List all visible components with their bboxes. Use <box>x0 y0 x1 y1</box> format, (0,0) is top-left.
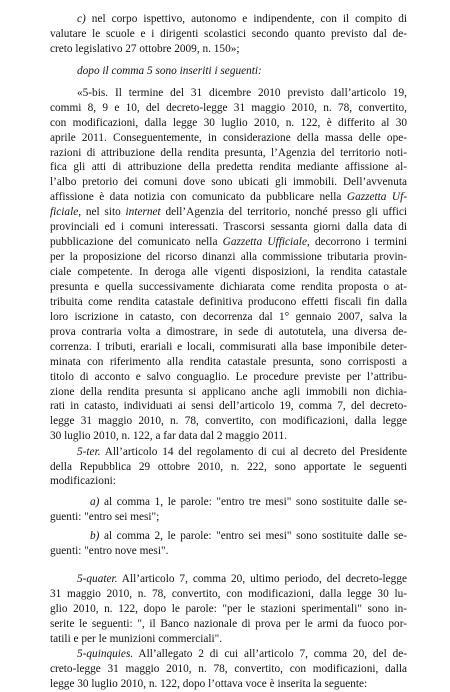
item-marker: 5-ter. <box>77 445 101 458</box>
paragraph-line: commi 8, 9 e 10, del decreto-legge 31 maggio 2010, n. 78, convertito, <box>50 101 407 114</box>
item-c-line: c) nel corpo ispettivo, autonomo e indipendente, con il compito di <box>77 13 407 25</box>
paragraph-line: 5-ter. All’articolo 14 del regolamento di cui al decreto del Presidente <box>77 445 407 458</box>
paragraph-line: prova contraria volta a dimostrare, in sede di autotutela, una diversa de- <box>50 325 407 338</box>
sub-item-line: a) al comma 1, le parole: "entro tre mesi" sono sostituite dalle se- <box>90 496 407 509</box>
paragraph-5-bis <box>50 86 407 445</box>
item-marker: 5-quater. <box>77 573 118 586</box>
paragraph-5-ter <box>50 445 407 490</box>
paragraph-line: legge 30 luglio 2010, n. 122, dopo l’ottava voce è inserita la seguente: <box>50 677 368 690</box>
paragraph-line: minata con riferimento alla rendita catastale presunta, sono corrisposti a <box>50 355 407 368</box>
paragraph-line: pubblicazione del comunicato nella Gazzetta Ufficiale, decorrono i termini <box>50 236 407 249</box>
paragraph-line: affissione è data notizia con comunicato da pubblicare nella Gazzetta Uf- <box>50 191 407 204</box>
paragraph-line: provinciali ed i comuni interessati. Trascorsi sessanta giorni dalla data di <box>50 221 407 234</box>
sub-item-line: guenti: "entro sei mesi"; <box>50 511 160 524</box>
paragraph-line: aprile 2011. Conseguentemente, in considerazione della massa delle ope- <box>50 131 407 144</box>
paragraph-line: 30 luglio 2010, n. 122, a far data dal 2 maggio 2011. <box>50 430 288 443</box>
paragraph-line: creto-legge 31 maggio 2010, n. 78, convertito, con modificazioni, dalla <box>50 662 407 675</box>
paragraph-line: modificazioni: <box>50 475 116 488</box>
paragraph-line: zione della rendita presunta si applicano anche agli immobili non dichia- <box>50 385 407 398</box>
paragraph-line: loro iscrizione in catasto, con decorrenza dal 1° gennaio 2007, salva la <box>50 310 407 323</box>
paragraph-line: 31 maggio 2010, n. 78, convertito, con modificazioni, dalla legge 30 lu- <box>50 588 407 601</box>
paragraph-line: «5-bis. Il termine del 31 dicembre 2010 previsto dall’articolo 19, <box>77 86 407 99</box>
paragraph-line: della Repubblica 29 ottobre 2010, n. 222, sono apportate le seguenti <box>50 460 407 473</box>
paragraph-line: tribuita come rendita catastale definitiva producono effetti fiscali fin dalla <box>50 295 407 308</box>
paragraph-line: legge 31 maggio 2010, n. 78, convertito, con modificazioni, dalla legge <box>50 415 407 428</box>
insertion-heading <box>50 64 407 79</box>
paragraph-line: 5-quater. All’articolo 7, comma 20, ultimo periodo, del decreto-legge <box>77 573 407 586</box>
paragraph-line: tatili e per le munizioni commerciali". <box>50 633 223 645</box>
paragraph-line: 5-quinquies. All’allegato 2 di cui all’articolo 7, comma 20, del de- <box>77 648 407 660</box>
paragraph-line: presunta e quella successivamente dichiarata come rendita proposta o at- <box>50 280 407 293</box>
paragraph-line: ciale competente. In deroga alle vigenti disposizioni, la rendita catastale <box>50 266 407 279</box>
sub-item-line: b) al comma 2, le parole: "entro sei mesi" sono sostituite dalle se- <box>90 530 407 543</box>
paragraph-line: rati in catasto, individuati ai sensi dell’articolo 19, comma 7, del decreto- <box>50 400 407 413</box>
item-c-line: creto legislativo 27 ottobre 2009, n. 150»; <box>50 42 240 55</box>
paragraph-line: fica gli atti di attribuzione della predetta rendita mediante affissione al- <box>50 161 407 174</box>
paragraph-line: l’albo pretorio dei comuni dove sono ubicati gli immobili. Dell’avvenuta <box>50 176 407 189</box>
item-c-line: valutare le scuole e i dirigenti scolastici secondo quanto previsto dal de- <box>50 27 407 40</box>
paragraph-line: correnza. I tributi, erariali e locali, commisurati alla base imponibile deter- <box>50 340 407 353</box>
item-marker: b) <box>90 530 100 543</box>
insertion-heading-text: dopo il comma 5 sono inseriti i seguenti: <box>77 64 262 77</box>
item-marker: a) <box>90 496 100 509</box>
item-marker: c) <box>77 13 86 25</box>
sub-item-line: guenti: "entro nove mesi". <box>50 545 169 558</box>
item-marker: 5-quinquies. <box>77 648 134 660</box>
paragraph-line: titolo di acconto e salvo conguaglio. Le procedure previste per l’attribu- <box>50 370 407 383</box>
paragraph-line: ficiale, nel sito internet dell’Agenzia del territorio, nonché presso gli uffici <box>50 206 407 219</box>
item-c <box>50 12 407 57</box>
paragraph-line: serite le seguenti: ", il Banco nazionale di prova per le armi da fuoco por- <box>50 618 407 631</box>
paragraph-line: razioni di attribuzione della rendita presunta, l’Agenzia del territorio noti- <box>50 146 407 159</box>
paragraph-line: con modificazioni, dalla legge 30 luglio 2010, n. 122, è differito al 30 <box>50 116 407 129</box>
sub-item-b <box>50 529 407 559</box>
paragraph-5-quater <box>50 572 407 647</box>
paragraph-5-quinquies <box>50 647 407 692</box>
paragraph-line: per la proposizione del ricorso dinanzi alla commissione tributaria provin- <box>50 251 407 264</box>
sub-item-a <box>50 495 407 525</box>
paragraph-line: glio 2010, n. 122, dopo le parole: "per le stazioni sperimentali" sono in- <box>50 603 407 616</box>
